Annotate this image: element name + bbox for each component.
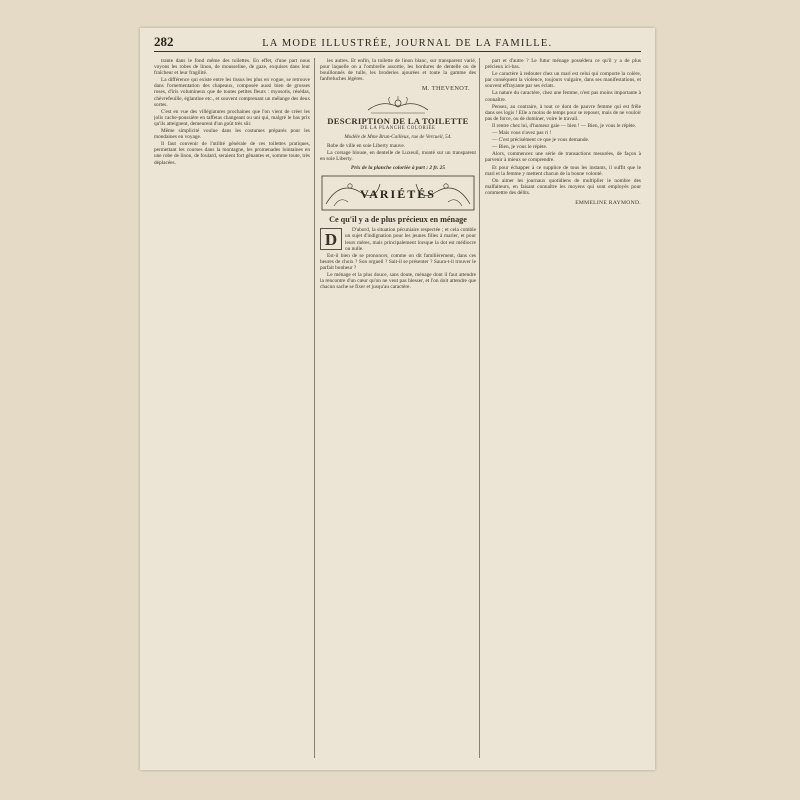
paragraph: On aimer les journaux quotidiens de multiplier le nombre des malfaiteurs, en faisant connaître les moyens qui sont employés pour commettre des délits. (485, 177, 641, 196)
varietes-banner-label: VARIÉTÉS (360, 187, 436, 202)
paragraph: Alors, commencez une série de transactions mesurées, de façon à parvenir à mieux se comprendre. (485, 151, 641, 164)
paragraph: La corsage blouse, en dentelle de Luxeuil, monté sur un transparent en soie Liberty. (320, 149, 476, 162)
column-left (154, 58, 310, 760)
paragraph: La nature du caractère, chez une femme, n'est pas moins importante à connaître. (485, 90, 641, 103)
paragraph: Le ménage et la plus douce, sans doute, ménage dont il faut attendre la rencontre d'un cœur qu'on ne veut pas blesser, et l'on doit attendre que chacun sache se fixer et jusqu'au caractère. (320, 271, 476, 291)
column-right (485, 58, 641, 760)
column-divider (479, 58, 480, 758)
paragraph: Il rentre chez lui, d'humeur gaie — bien ! — Bien, je vous le répète. (492, 122, 637, 129)
paragraph: C'est en vue des villégiatures prochaines que l'on vient de créer les jolis cache-poussière en taffetas changeant ou uni qui, malgré le bas prix qu'ils atteignent, demeurent d'un goût très sûr. (154, 108, 310, 127)
paragraph: Est-il bien de se prononcer, comme on dit familièrement, dans ces heures de choix ? Son orgueil ? Sait-il se présenter ? Saura-t-il trouver le parfait bonheur ? (320, 252, 476, 271)
paragraph: Il faut convenir de l'utilité générale de ces toilettes pratiques, permettant les courses dans la montagne, les promenades lointaines en une robe de linon, de foulard, seraient fort gênantes et, somme toute, très déplacées. (154, 141, 310, 166)
paragraph: trante dans le fond même des toilettes. En effet, d'une part nous voyons les robes de linon, de mousseline, de gaze, exquises dans leur fraîcheur et leur fragilité. (154, 58, 310, 77)
paragraph: D'abord, la situation pécuniaire respectée ; et cela comble un sujet d'indignation pour les jeunes filles à marier, et pour leurs mères, mais principalement lorsque la dot est médiocre ou nulle. (345, 227, 476, 252)
description-subtitle: DE LA PLANCHE COLORIÉE (360, 125, 436, 131)
paragraph: — C'est précisément ce que je vous demande. (492, 137, 590, 144)
header-rule (154, 51, 641, 52)
author-signature: EMMELINE RAYMOND. (575, 199, 641, 206)
paragraph: Robe de ville en soie Liberty mauve. (327, 142, 406, 149)
paragraph: — Mais vous n'avez pas ri ! (492, 130, 552, 137)
column-middle (320, 58, 476, 760)
masthead: LA MODE ILLUSTRÉE, JOURNAL DE LA FAMILLE. (262, 38, 553, 49)
plate-price: Prix de la planche coloriée à part : 2 fr. 25 (350, 165, 446, 172)
author-signature: M. THEVENOT. (421, 85, 470, 93)
paragraph: Le caractère à redouter chez un mari est celui qui comporte la colère, par conséquent la violence, toujours vulgaire, dans ses manifestations, et souvent effrayante par ses éclats. (485, 71, 641, 90)
paragraph: Même simplicité voulue dans les costumes préparés pour les mondaines en voyage. (154, 128, 310, 141)
paragraph: Pensez, au contraire, à tout ce dont de pauvre femme qui est frêle dans ses logis ! Elle a moins de temps pour se reposer, mais de ne vouloir pas de force, ou de dominer, voire le travail. (485, 103, 641, 122)
paragraph: part et d'autre ? Le futur ménage possédera ce qu'il y a de plus précieux ici-bas. (485, 58, 641, 71)
page-number: 282 (154, 34, 174, 49)
varietes-title: Ce qu'il y a de plus précieux en ménage (329, 215, 467, 225)
dropcap: D (320, 228, 342, 250)
varietes-banner (320, 174, 476, 212)
paragraph: Et pour échapper à ce supplice de tous les instants, il suffit que le mari et la femme y mettent chacun de la bonne volonté. (485, 164, 641, 177)
floral-ornament-icon (363, 95, 433, 115)
paragraph: les autres. Et enfin, la toilette de linon blanc, sur transparent varié, pour laquelle on a l'ombrelle assortie, les bordures de dentelle ou de bouillonnés de tulle, les broderies ajourées et toute la gamme des fanfreluches légères. (320, 58, 476, 83)
paragraph: La différence qui existe entre les tissus les plus en vogue, se retrouve dans l'ornementation des chapeaux, composée aussi bien de grosses roses, d'iris volumineux que de toutes petites fleurs : myosotis, résédas, chèvrefeuille, églantine etc., et souvent comprenant un mélange des deux sortes. (154, 77, 310, 108)
model-credit: Modèle de Mme Brun-Cailleux, rue de Vercueil, 54. (344, 133, 452, 140)
description-title: DESCRIPTION DE LA TOILETTE (327, 116, 469, 127)
magazine-page (140, 28, 655, 770)
page-header (154, 34, 641, 52)
paragraph: — Bien, je vous le répète. (492, 144, 548, 151)
column-divider (314, 58, 315, 758)
